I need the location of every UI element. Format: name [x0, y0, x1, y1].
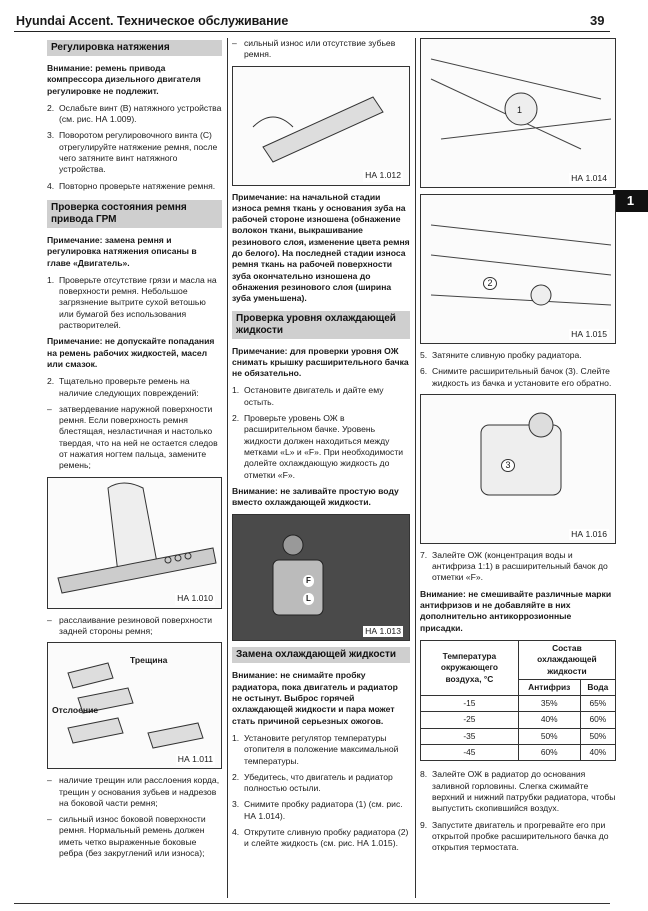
- item-text: Снимите расширительный бачок (3). Слейте жидкость из бачка и установите его обратно.: [432, 366, 612, 388]
- figure-belt-cracks: [47, 642, 222, 769]
- table-row: [421, 728, 616, 744]
- list-item: [47, 103, 222, 126]
- item-text: Залейте ОЖ (концентрация воды и антифриза 1:1) в расширительный бачок до отметки «F».: [432, 549, 608, 583]
- figure-caption: НА 1.011: [177, 753, 213, 764]
- mark-l: L: [303, 593, 314, 604]
- belt-finger-illustration: [48, 478, 222, 608]
- column-right: [420, 38, 616, 858]
- table-header: Состав охлаждающей жидкости: [518, 640, 615, 679]
- figure-caption: НА 1.010: [177, 593, 213, 604]
- section-heading: Замена охлаждающей жидкости: [232, 647, 410, 663]
- running-header-title: Hyundai Accent. Техническое обслуживание: [16, 14, 289, 28]
- list-item: [232, 799, 410, 822]
- item-text: Залейте ОЖ в радиатор до основания заливной горловины. Слегка сжимайте верхний и нижний патрубки радиатора, чтобы выпустить скопившийся воздух.: [432, 769, 616, 814]
- warning-note: Внимание: ремень привода компрессора дизельного двигателя регулировке не подлежит.: [47, 63, 201, 96]
- mark-f: F: [303, 575, 314, 586]
- table-cell: -45: [421, 745, 519, 761]
- warning-note: Внимание: не смешивайте различные марки антифризов и не добавляйте в них дополнительно антикоррозионные присадки.: [420, 588, 612, 633]
- table-cell: 40%: [518, 712, 580, 728]
- item-number: 1.: [232, 732, 240, 743]
- belt-teeth-illustration: [233, 67, 410, 185]
- item-text: Повторно проверьте натяжение ремня.: [59, 180, 216, 191]
- figure-expansion-tank-photo: [232, 514, 410, 641]
- warning-note: Внимание: не заливайте простую воду вместо охлаждающей жидкости.: [232, 485, 399, 508]
- expansion-tank-illustration: [421, 395, 616, 543]
- dash-item: – затвердевание наружной поверхности ремня. Если поверхность ремня блестящая, незластичная и настолько твердая, что на ней не остается следов от нажатия ногтем пальца, замените ремень;: [47, 404, 222, 472]
- section-heading: Проверка уровня охлаждающей жидкости: [232, 311, 410, 339]
- dash-item: – расслаивание резиновой поверхности задней стороны ремня;: [47, 615, 222, 638]
- engine-bay-photo: [233, 515, 410, 640]
- coolant-table: [420, 640, 616, 761]
- list-item: [420, 820, 616, 854]
- list-item: [232, 772, 410, 795]
- item-text: Тщательно проверьте ремень на наличие следующих повреждений:: [59, 376, 199, 398]
- table-header: Вода: [580, 679, 615, 695]
- note: Примечание: на начальной стадии износа ремня ткань у основания зуба на рабочей стороне изношена (обнажение волокон ткани, выкрашивание резинового слоя, изменение цвета ремня до белого). На последней стадии износа ремня ткань на рабочей поверхности зуба окончательно изношена до обнажения резинового слоя (ширина зуба уменьшена).: [232, 191, 410, 304]
- item-text: Проверьте уровень ОЖ в расширительном бачке. Уровень жидкости должен находиться между метками «L» и «F». При необходимости долейте охлаждающую жидкость до отметки «F».: [244, 413, 404, 480]
- footer-rule: [14, 903, 610, 904]
- figure-caption: НА 1.012: [365, 170, 401, 181]
- item-number: 2.: [47, 376, 55, 387]
- list-item: [232, 827, 410, 850]
- item-text: Ослабьте винт (В) натяжного устройства (см. рис. НА 1.009).: [59, 102, 222, 125]
- item-number: 1.: [47, 274, 55, 285]
- list-item: [47, 181, 222, 192]
- table-cell: 65%: [580, 696, 615, 712]
- figure-caption: НА 1.013: [365, 626, 401, 637]
- item-number: 5.: [420, 350, 428, 360]
- table-row: [421, 712, 616, 728]
- note: Примечание: не допускайте попадания на ремень рабочих жидкостей, масел или смазок.: [47, 336, 215, 369]
- item-number: 8.: [420, 769, 428, 780]
- item-text: Открутите сливную пробку радиатора (2) и слейте жидкость (см. рис. НА 1.015).: [244, 826, 409, 849]
- item-number: 3.: [47, 130, 55, 141]
- item-text: Поворотом регулировочного винта (С) отрегулируйте натяжение ремня, после чего затяните винт натяжного устройства.: [59, 130, 218, 175]
- drain-plug-illustration: [421, 195, 616, 343]
- list-item: [232, 385, 410, 408]
- item-number: 2.: [232, 413, 240, 424]
- list-item: [47, 376, 222, 399]
- figure-belt-hardening: [47, 477, 222, 609]
- item-number: 9.: [420, 819, 428, 830]
- item-text: Остановите двигатель и дайте ему остыть.: [244, 385, 384, 407]
- item-text: расслаивание резиновой поверхности задней стороны ремня;: [59, 614, 213, 636]
- figure-radiator-cap: [420, 38, 616, 188]
- item-number: 4.: [232, 826, 240, 837]
- item-number: 1.: [232, 385, 240, 396]
- figure-caption: НА 1.014: [571, 172, 607, 183]
- item-number: 7.: [420, 549, 428, 560]
- figure-caption: НА 1.015: [571, 328, 607, 339]
- table-row: [421, 696, 616, 712]
- item-text: Запустите двигатель и прогревайте его при открытой пробке расширительного бачка до открытия термостата.: [432, 819, 609, 853]
- list-item: [420, 550, 616, 584]
- warning-note: Внимание: не снимайте пробку радиатора, пока двигатель и радиатор не остынут. Выброс горячей охлаждающей жидкости и пара может стать причиной серьезных ожогов.: [232, 670, 398, 726]
- list-item: [420, 366, 616, 389]
- callout-2: 2: [483, 277, 497, 290]
- section-heading: Проверка состояния ремня привода ГРМ: [47, 200, 222, 228]
- dash-item: – наличие трещин или расслоения корда, трещин у основания зубьев и надрезов на боковой части ремня;: [47, 775, 222, 809]
- table-cell: 60%: [518, 745, 580, 761]
- table-header: Антифриз: [518, 679, 580, 695]
- table-cell: 60%: [580, 712, 615, 728]
- item-number: 3.: [232, 799, 240, 810]
- list-item: [232, 733, 410, 767]
- item-text: Установите регулятор температуры отопителя в положение максимальной температуры.: [244, 732, 399, 766]
- section-heading: Регулировка натяжения: [47, 40, 222, 56]
- figure-expansion-tank: [420, 394, 616, 544]
- list-item: [47, 275, 222, 331]
- column-rule: [227, 38, 228, 898]
- table-cell: 50%: [580, 728, 615, 744]
- item-text: Затяните сливную пробку радиатора.: [432, 350, 582, 360]
- callout-1: 1: [517, 105, 523, 115]
- callout-3: 3: [501, 459, 515, 472]
- item-text: затвердевание наружной поверхности ремня. Если поверхность ремня блестящая, незластичная и настолько твердая, что на ней не остается следов от нажатия ногтем пальца, замените ремень;: [59, 403, 218, 471]
- table-cell: 50%: [518, 728, 580, 744]
- note: Примечание: для проверки уровня ОЖ снимать крышку расширительного бачка не обязательно.: [232, 345, 409, 379]
- list-item: [232, 413, 410, 481]
- item-number: 2.: [47, 102, 55, 113]
- figure-caption: НА 1.016: [571, 528, 607, 539]
- note: Примечание: замена ремня и регулировка натяжения описаны в главе «Двигатель».: [47, 234, 197, 268]
- table-cell: -35: [421, 728, 519, 744]
- figure-drain-plug: [420, 194, 616, 344]
- item-text: наличие трещин или расслоения корда, трещин у основания зубьев и надрезов на боковой части ремня;: [59, 775, 220, 808]
- table-cell: 35%: [518, 696, 580, 712]
- header-rule: [14, 31, 610, 32]
- table-cell: -15: [421, 696, 519, 712]
- chapter-tab: 1: [613, 190, 648, 212]
- item-text: сильный износ или отсутствие зубьев ремня.: [244, 38, 396, 60]
- crack-label: Трещина: [130, 655, 168, 666]
- list-item: [47, 130, 222, 175]
- item-number: 4.: [47, 180, 55, 191]
- column-middle: [232, 38, 410, 855]
- figure-belt-teeth: [232, 66, 410, 186]
- item-text: Снимите пробку радиатора (1) (см. рис. НА 1.014).: [244, 799, 403, 821]
- item-number: 2.: [232, 771, 240, 782]
- column-left: [47, 38, 222, 864]
- list-item: [420, 769, 616, 814]
- item-text: сильный износ боковой поверхности ремня. Нормальный ремень должен иметь четко выраженные боковые ребра (без закруглений или износа);: [59, 814, 206, 858]
- column-rule: [415, 38, 416, 898]
- table-cell: 40%: [580, 745, 615, 761]
- item-number: 6.: [420, 366, 428, 377]
- dash-item: – сильный износ боковой поверхности ремня. Нормальный ремень должен иметь четко выраженные боковые ребра (без закруглений или износа);: [47, 814, 222, 859]
- table-cell: -25: [421, 712, 519, 728]
- item-text: Проверьте отсутствие грязи и масла на поверхности ремня. Небольшое загрязнение вытрите сухой ветошью или бумагой без использования растворителей.: [59, 274, 217, 331]
- table-header: Температура окружающего воздуха, °С: [421, 640, 519, 695]
- list-item: [420, 350, 616, 361]
- peel-label: Отслоение: [52, 705, 99, 716]
- dash-item: – сильный износ или отсутствие зубьев ремня.: [232, 38, 410, 61]
- table-row: [421, 745, 616, 761]
- page-number: 39: [590, 13, 605, 28]
- item-text: Убедитесь, что двигатель и радиатор полностью остыли.: [244, 771, 393, 794]
